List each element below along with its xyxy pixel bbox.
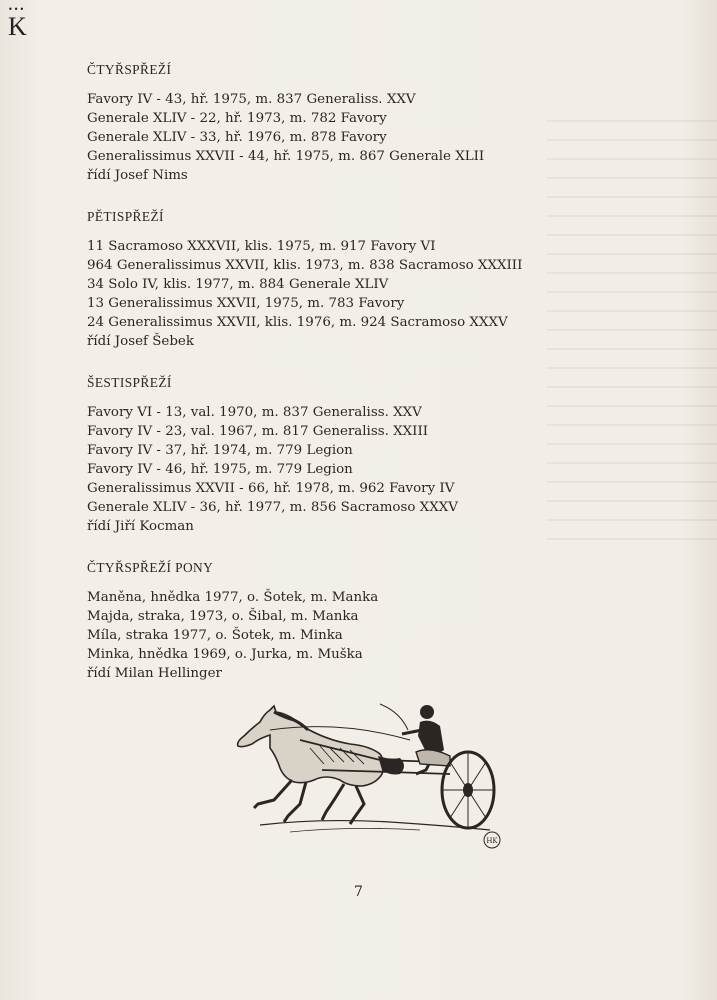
entry-line: Generalissimus XXVII - 44, hř. 1975, m. 867 Generale XLII bbox=[87, 149, 485, 164]
entry-line: 964 Generalissimus XXVII, klis. 1973, m. 838 Sacramoso XXXIII bbox=[87, 258, 523, 273]
entry-line: Maněna, hnědka 1977, o. Šotek, m. Manka bbox=[87, 590, 379, 605]
entry-line: Generale XLIV - 36, hř. 1977, m. 856 Sacramoso XXXV bbox=[87, 500, 458, 515]
entry-line: Generale XLIV - 33, hř. 1976, m. 878 Favory bbox=[87, 130, 387, 145]
publisher-logo bbox=[8, 6, 32, 46]
section-heading: ŠESTISPŘEŽÍ bbox=[87, 375, 172, 390]
logo-letter: K bbox=[8, 12, 27, 41]
entry-line: Míla, straka 1977, o. Šotek, m. Minka bbox=[87, 628, 343, 643]
horse-sulky-drawing-icon bbox=[230, 700, 505, 850]
section-sestisprezi bbox=[87, 373, 647, 536]
entry-line: Generale XLIV - 22, hř. 1973, m. 782 Favory bbox=[87, 111, 387, 126]
driver-line: řídí Milan Hellinger bbox=[87, 666, 222, 681]
entry-line: 13 Generalissimus XXVII, 1975, m. 783 Favory bbox=[87, 296, 405, 311]
section-heading: ČTYŘSPŘEŽÍ bbox=[87, 62, 172, 77]
entry-line: Minka, hnědka 1969, o. Jurka, m. Muška bbox=[87, 647, 363, 662]
entry-line: Favory VI - 13, val. 1970, m. 837 Generaliss. XXV bbox=[87, 405, 422, 420]
entry-line: 24 Generalissimus XXVII, klis. 1976, m. 924 Sacramoso XXXV bbox=[87, 315, 508, 330]
logo-dots: ••• bbox=[8, 5, 26, 14]
entry-line: Favory IV - 23, val. 1967, m. 817 Generaliss. XXIII bbox=[87, 424, 429, 439]
entry-line: 11 Sacramoso XXXVII, klis. 1975, m. 917 Favory VI bbox=[87, 239, 436, 254]
entry-line: Generalissimus XXVII - 66, hř. 1978, m. 962 Favory IV bbox=[87, 481, 455, 496]
driver-line: řídí Josef Nims bbox=[87, 168, 188, 183]
roster-content bbox=[87, 60, 647, 705]
entry-line: Favory IV - 46, hř. 1975, m. 779 Legion bbox=[87, 462, 353, 477]
artist-signature: HK bbox=[486, 837, 498, 845]
section-ctyrsprezi-pony bbox=[87, 558, 647, 683]
section-heading: ČTYŘSPŘEŽÍ PONY bbox=[87, 560, 214, 575]
entry-line: 34 Solo IV, klis. 1977, m. 884 Generale XLIV bbox=[87, 277, 389, 292]
driver-line: řídí Josef Šebek bbox=[87, 334, 194, 349]
section-heading: PĚTISPŘEŽÍ bbox=[87, 209, 164, 224]
entry-line: Majda, straka, 1973, o. Šibal, m. Manka bbox=[87, 609, 359, 624]
section-ctyrsprezi bbox=[87, 60, 647, 185]
page-number: 7 bbox=[354, 884, 363, 900]
section-petisprezi bbox=[87, 207, 647, 351]
entry-line: Favory IV - 43, hř. 1975, m. 837 Generaliss. XXV bbox=[87, 92, 416, 107]
entry-line: Favory IV - 37, hř. 1974, m. 779 Legion bbox=[87, 443, 353, 458]
driver-line: řídí Jiří Kocman bbox=[87, 519, 194, 534]
